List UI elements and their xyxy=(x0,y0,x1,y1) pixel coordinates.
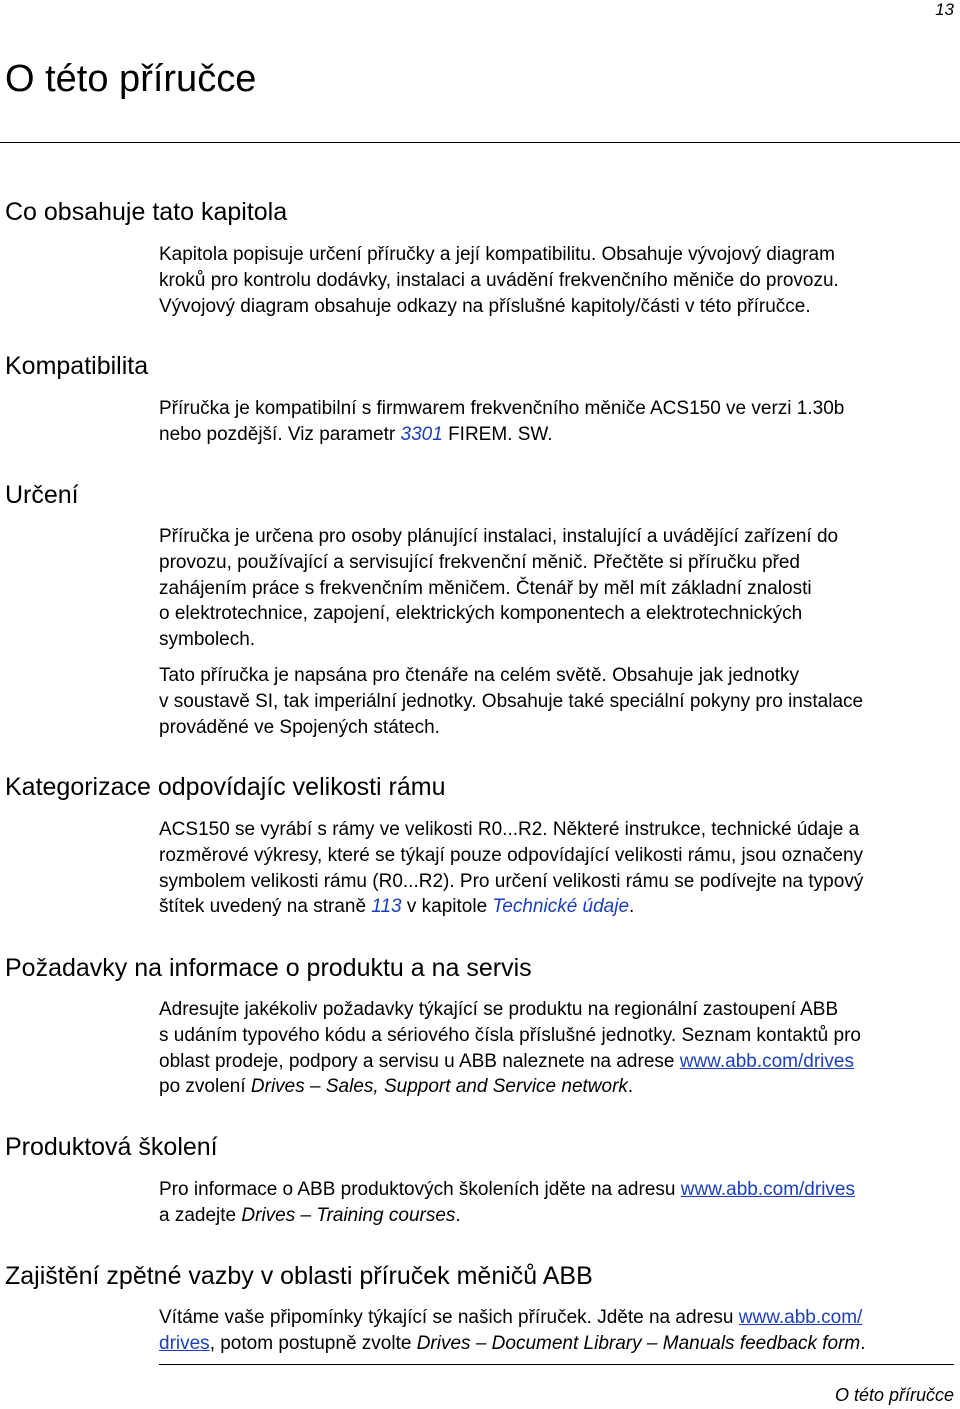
section-heading-training: Produktová školení xyxy=(5,1133,218,1161)
text-line: zahájením práce s frekvenčním měničem. Čtenář by měl mít základní znalosti xyxy=(159,577,812,599)
text-span: FIREM. SW. xyxy=(442,423,553,445)
chapter-title: O této příručce xyxy=(5,58,257,100)
text-line: s udáním typového kódu a sériového čísla příslušné jednotky. Seznam kontaktů pro xyxy=(159,1024,861,1046)
text-line: Příručka je kompatibilní s firmwarem frekvenčního měniče ACS150 ve verzi 1.30b xyxy=(159,398,845,419)
text-line xyxy=(159,1074,954,1100)
section-heading-purpose: Určení xyxy=(5,481,79,509)
page-link[interactable]: 113 xyxy=(371,896,402,918)
chapter-link[interactable]: Technické údaje xyxy=(492,896,630,918)
section-heading-feedback: Zajištění zpětné vazby v oblasti příruček měničů ABB xyxy=(5,1262,593,1290)
text-span: Vítáme vaše připomínky týkající se našich příruček. Jděte na adresu xyxy=(159,1307,739,1328)
text-span: Pro informace o ABB produktových školeních jděte na adresu xyxy=(159,1179,681,1200)
section-heading-contents: Co obsahuje tato kapitola xyxy=(5,198,288,226)
text-line: symbolem velikosti rámu (R0...R2). Pro určení velikosti rámu se podívejte na typový xyxy=(159,870,864,892)
section-heading-inquiries: Požadavky na informace o produktu a na servis xyxy=(5,954,532,982)
text-span: nebo pozdější. Viz parametr xyxy=(159,423,401,445)
text-line: symbolech. xyxy=(159,629,256,651)
text-span: . xyxy=(860,1332,866,1354)
text-span: . xyxy=(629,896,635,918)
text-line: Vývojový diagram obsahuje odkazy na příslušné kapitoly/části v této příručce. xyxy=(159,295,811,317)
text-span: , potom postupně zvolte xyxy=(209,1332,417,1354)
feedback-paragraph xyxy=(159,1305,954,1357)
text-line: Adresujte jakékoliv požadavky týkající se produktu na regionální zastoupení ABB xyxy=(159,999,839,1020)
abb-drives-url-link-part2[interactable]: drives xyxy=(159,1332,210,1354)
menu-path: Drives – Training courses xyxy=(241,1204,456,1226)
text-line: rozměrové výkresy, které se týkají pouze odpovídající velikosti rámu, jsou označeny xyxy=(159,844,864,866)
text-line: o elektrotechnice, zapojení, elektrických komponentech a elektrotechnických xyxy=(159,603,803,625)
contents-paragraph xyxy=(159,242,954,319)
text-span: štítek uvedený na straně xyxy=(159,896,372,918)
text-line xyxy=(159,1305,954,1331)
text-line xyxy=(159,894,954,920)
text-line xyxy=(159,1049,954,1075)
text-span: . xyxy=(455,1204,461,1226)
text-span: po zvolení xyxy=(159,1076,251,1098)
text-line: prováděné ve Spojených státech. xyxy=(159,716,440,738)
footer-divider xyxy=(159,1364,954,1365)
section-heading-frames: Kategorizace odpovídajíc velikosti rámu xyxy=(5,773,446,801)
abb-drives-url-link[interactable]: www.abb.com/drives xyxy=(680,1179,855,1200)
text-span: oblast prodeje, podpory a servisu u ABB naleznete na adrese xyxy=(159,1050,680,1072)
chapter-divider xyxy=(0,142,960,143)
menu-path: Drives – Document Library – Manuals feedback form xyxy=(416,1332,861,1354)
text-span: . xyxy=(627,1076,634,1098)
text-line: Příručka je určena pro osoby plánující instalaci, instalující a uvádějící zařízení do xyxy=(159,526,839,547)
text-span: v kapitole xyxy=(401,896,493,918)
text-line xyxy=(159,1203,954,1229)
footer-chapter-title: O této příručce xyxy=(834,1385,954,1405)
abb-drives-url-link[interactable]: www.abb.com/drives xyxy=(679,1050,854,1072)
purpose-paragraph-1 xyxy=(159,524,954,653)
text-line xyxy=(159,422,954,448)
text-line xyxy=(159,1331,954,1357)
parameter-link[interactable]: 3301 xyxy=(400,423,443,445)
text-line xyxy=(159,1177,954,1203)
purpose-paragraph-2 xyxy=(159,663,954,740)
text-line: v soustavě SI, tak imperiální jednotky. Obsahuje také speciální pokyny pro instalace xyxy=(159,690,864,712)
text-line: ACS150 se vyrábí s rámy ve velikosti R0...R2. Některé instrukce, technické údaje a xyxy=(159,819,860,840)
compatibility-paragraph xyxy=(159,396,954,448)
text-span: a zadejte xyxy=(159,1204,242,1226)
text-line: Kapitola popisuje určení příručky a její kompatibilitu. Obsahuje vývojový diagram xyxy=(159,244,835,265)
text-line: provozu, používající a servisující frekvenční měnič. Přečtěte si příručku před xyxy=(159,551,800,573)
text-line: kroků pro kontrolu dodávky, instalaci a uvádění frekvenčního měniče do provozu. xyxy=(159,269,839,291)
page-number: 13 xyxy=(935,0,954,19)
inquiries-paragraph xyxy=(159,997,954,1100)
abb-drives-url-link-part1[interactable]: www.abb.com/ xyxy=(738,1307,863,1328)
training-paragraph xyxy=(159,1177,954,1229)
menu-path: Drives – Sales, Support and Service network xyxy=(250,1076,628,1098)
section-heading-compatibility: Kompatibilita xyxy=(5,352,149,380)
text-line: Tato příručka je napsána pro čtenáře na celém světě. Obsahuje jak jednotky xyxy=(159,665,800,686)
frames-paragraph xyxy=(159,817,954,920)
